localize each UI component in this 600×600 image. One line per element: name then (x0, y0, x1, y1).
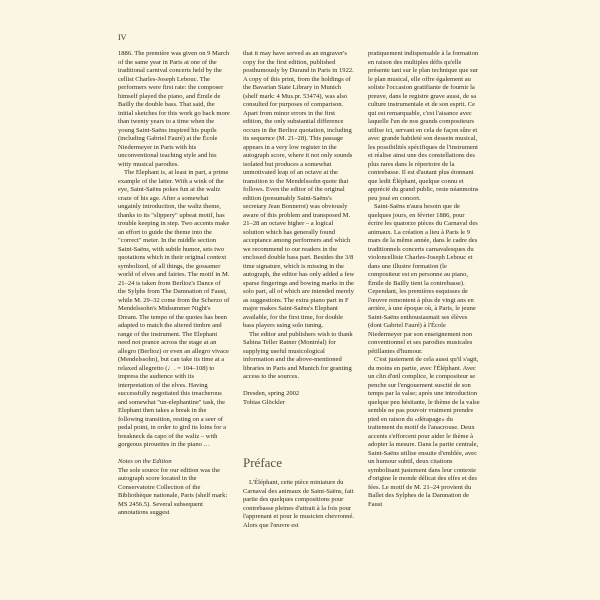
preface-heading: Préface (243, 455, 282, 470)
french-preface-start (243, 479, 355, 530)
paragraph: Saint-Saëns n'aura besoin que de quelques jours, en février 1886, pour écrire les quatorze pièces du Carnaval des animaux. La création a lieu à Paris le 9 mars de la même année, dans le cadre des traditionnels concerts carnavalesques du violoncelliste Charles-Joseph Lebouc et dans une illustre formation (le compositeur est en personne au piano, Émile de Bailly tient la contrebasse). Cependant, les premières esquisses de l'œuvre remontent à plus de vingt ans en arrière, à une époque où, à Paris, le jeune Saint-Saëns enthousiasmait ses élèves (dont Gabriel Fauré) à l'École Niedermeyer par son enseignement non conventionnel et ses parodies musicales pétillantes d'humour. (368, 203, 478, 355)
paragraph: The sole source for our edition was the autograph score located in the Conservatoire Collection of the Bibliothèque nationale, Paris (shelf mark: MS 2456.5). Several subsequent annotations suggest (118, 466, 228, 516)
section-heading-notes: Notes on the Edition (118, 458, 172, 465)
paragraph: C'est justement de cela aussi qu'il s'agit, du moins en partie, avec l'Éléphant. Avec un clin d'œil complice, le compositeur se penche sur l'engouement suscité de son temps par la valse; après une introduction quelque peu hésitante, le thème de la valse semble ne pas pouvoir vraiment prendre pied en raison du «dérapage» du traitement du motif de l'anacrouse. Deux accents s'efforcent pour aider le thème à adopter la mesure. Dans la partie centrale, Saint-Saëns utilise ensuite d'emblée, avec un humour subtil, deux citations symbolisant justement dans leur contexte d'origine le monde délicat des elfes et des fées. Le motif de M. 21–24 provient du Ballet des Sylphes de la Damnation de Faust (368, 356, 480, 508)
paragraph: 1886. The première was given on 9 March of the same year in Paris at one of the traditional carnival concerts held by the cellist Charles-Joseph Lebouc. The performers were first rate: the composer himself played the piano, and Émile de Bailly the double bass. That said, the initial sketches for this work go back more than twenty years to a time when the young Saint-Saëns inspired his pupils (including Gabriel Fauré) at the École Niedermeyer in Paris with his unconventional teaching style and his witty musical parodies. (118, 50, 230, 168)
paragraph: that it may have served as an engraver's copy for the first edition, published posthumously by Durand in Paris in 1922. A copy of this print, from the holdings of the Bavarian State Library in Munich (shelf mark: 4 Mus.pr. 53474), was also consulted for purposes of comparison. Apart from minor errors in the first edition, the only substantial difference occurs in the Berlioz quotation, including its sequence (M. 21–28). This passage appears in a very low register in the autograph score, where it not only sounds isolated but produces a somewhat unmotivated leap of an octave at the transition to the Mendelssohn quote that follows. Even the editor of the original edition (presumably Saint-Saëns's secretary Jean Bonnerot) was obviously aware of this problem and transposed M. 21–28 an octave higher – a logical solution which has generally found acceptance among performers and which we recommend to our readers in the enclosed double bass part. Besides the 3/8 time signature, which is missing in the autograph, the editor has only added a few sparse fingerings and bowing marks in the solo part, all of which are intended merely as suggestions. The extra piano part in F major makes Saint-Saëns's Elephant available, for the first time, for double bass players using solo tuning. (243, 50, 355, 329)
paragraph: The Elephant is, at least in part, a prime example of the latter. With a wink of the eye, Saint-Saëns pokes fun at the waltz craze of his age. After a somewhat ungainly introduction, the waltz theme, thanks to its "slippery" upbeat motif, has trouble keeping in step. Two accents make an effort to guide the theme into the "correct" meter. In the middle section Saint-Saëns, with subtle humor, sets two quotations which in their original context symbolized, of all things, the gossamer world of elves and fairies. The motif in M. 21–24 is taken from Berlioz's Dance of the Sylphs from The Damnation of Faust, while M. 29–32 come from the Scherzo of Mendelssohn's Midsummer Night's Dream. The tempo of the quotes has been adapted to match the altered timbre and range of the instrument. The Elephant need not prance across the stage at an allegro (Berlioz) or even an allegro vivace (Mendelssohn), but can take its time at a relaxed allegretto (♩. = 104–108) to impress the audience with its interpretation of the elves. Having successfully negotiated this treacherous and somewhat "un-elephantine" task, the Elephant then takes a break in the following transition, resting on a seer of pedal point, in order to gird its loins for a breakneck da capo of the waltz – with gorgeous pirouettes in the piano … (118, 169, 230, 448)
signature-place-date: Dresden, spring 2002 (243, 390, 300, 397)
page-number: IV (118, 33, 127, 42)
paragraph: L'Éléphant, cette pièce miniature du Carnaval des animaux de Saint-Saëns, fait partie des quelques compositions pour contrebasse pleines d'attrait à la fois pour l'apprenant et pour le musicien chevronné. Alors que l'œuvre est (243, 479, 354, 529)
text-column-1 (118, 50, 230, 518)
text-column-3 (368, 50, 480, 509)
text-column-2 (243, 50, 355, 407)
paragraph: The editor and publishers wish to thank Sabina Teller Ratner (Montréal) for supplying useful musicological information and the above-mentioned libraries in Paris and Munich for granting access to the sources. (243, 330, 353, 380)
paragraph: pratiquement indispensable à la formation en raison des multiples défis qu'elle présente tant sur le plan technique que sur le plan musical, elle offre également au soliste l'occasion gratifiante de fournir la preuve, dans le registre grave aussi, de sa culture instrumentale et de son esprit. Ce qui est remarquable, c'est l'aisance avec laquelle l'un de nos grands compositeurs utilise ici, servant en cela de façon sûre et avec grande habileté son dessein musical, les possibilités spécifiques de l'instrument et réalise ainsi une des constellations des plus rares dans le répertoire de la contrebasse. Il est d'autant plus étonnant que ledit Éléphant, quelque connu et apprécié du grand public, reste néanmoins peu joué en concert. (368, 50, 479, 202)
signature-author: Tobias Glöckler (243, 398, 285, 406)
